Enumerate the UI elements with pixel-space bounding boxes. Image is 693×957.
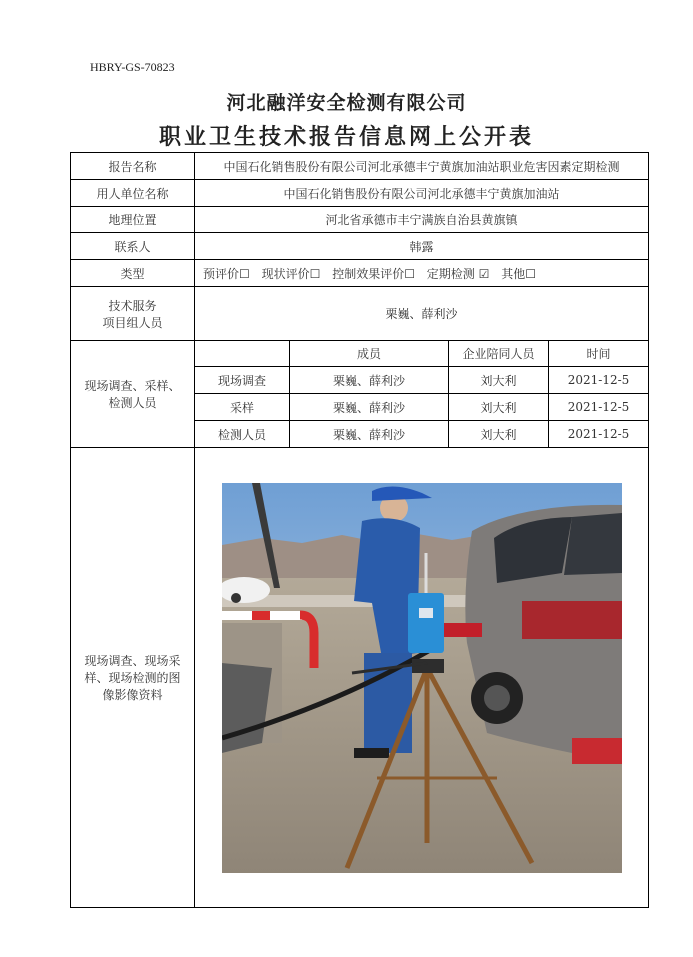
contact-label: 联系人	[71, 233, 195, 260]
row-type	[71, 260, 649, 287]
contact-value: 韩露	[195, 233, 649, 260]
field-date: 2021-12-5	[549, 421, 649, 448]
field-header-time: 时间	[549, 341, 649, 367]
location-label: 地理位置	[71, 207, 195, 233]
field-date: 2021-12-5	[549, 394, 649, 421]
company-name: 河北融洋安全检测有限公司	[226, 92, 467, 114]
field-staff-label-line1: 现场调查、采样、	[84, 379, 181, 393]
site-photo	[222, 483, 622, 873]
field-task: 检测人员	[195, 421, 290, 448]
tech-team-label-line2: 项目组人员	[102, 315, 163, 330]
type-option-status-evaluation[interactable]: 现状评价☐	[261, 266, 321, 281]
type-label: 类型	[71, 260, 195, 287]
row-report-name	[71, 153, 649, 180]
tech-team-value: 栗巍、薛利沙	[195, 287, 649, 341]
employer-value: 中国石化销售股份有限公司河北承德丰宁黄旗加油站	[195, 180, 649, 207]
field-staff-label-line2: 检测人员	[108, 396, 157, 410]
images-label-line1: 现场调查、现场采	[84, 654, 181, 668]
field-members: 栗巍、薛利沙	[290, 394, 449, 421]
location-value: 河北省承德市丰宁满族自治县黄旗镇	[195, 207, 649, 233]
type-option-periodic-inspection[interactable]: 定期检测 ☑	[426, 266, 490, 281]
field-escort: 刘大利	[449, 421, 549, 448]
page-title: 职业卫生技术报告信息网上公开表	[158, 124, 534, 150]
tech-team-label	[71, 287, 195, 341]
type-options	[195, 260, 649, 287]
row-contact	[71, 233, 649, 260]
row-employer	[71, 180, 649, 207]
field-staff-label	[71, 341, 195, 448]
report-table	[70, 152, 649, 908]
report-name-label: 报告名称	[71, 153, 195, 180]
field-task: 现场调查	[195, 367, 290, 394]
row-tech-team	[71, 287, 649, 341]
type-option-control-evaluation[interactable]: 控制效果评价☐	[332, 266, 415, 281]
row-images	[71, 448, 649, 908]
field-task: 采样	[195, 394, 290, 421]
images-label-line2: 样、现场检测的图	[84, 671, 181, 685]
field-escort: 刘大利	[449, 394, 549, 421]
tech-team-label-line1: 技术服务	[108, 298, 157, 313]
employer-label: 用人单位名称	[71, 180, 195, 207]
field-members: 栗巍、薛利沙	[290, 367, 449, 394]
type-option-pre-evaluation[interactable]: 预评价☐	[203, 266, 250, 281]
site-photo-cell	[195, 448, 649, 908]
field-members: 栗巍、薛利沙	[290, 421, 449, 448]
field-date: 2021-12-5	[549, 367, 649, 394]
document-code: HBRY-GS-70823	[90, 60, 175, 74]
row-location	[71, 207, 649, 233]
images-label	[71, 448, 195, 908]
row-field-header	[71, 341, 649, 367]
field-escort: 刘大利	[449, 367, 549, 394]
report-name-value: 中国石化销售股份有限公司河北承德丰宁黄旗加油站职业危害因素定期检测	[195, 153, 649, 180]
images-label-line3: 像影像资料	[102, 688, 163, 702]
site-photo-illustration	[222, 483, 622, 873]
field-header-escort: 企业陪同人员	[449, 341, 549, 367]
field-header-blank	[195, 341, 290, 367]
field-header-members: 成员	[290, 341, 449, 367]
type-option-other[interactable]: 其他☐	[501, 266, 536, 281]
